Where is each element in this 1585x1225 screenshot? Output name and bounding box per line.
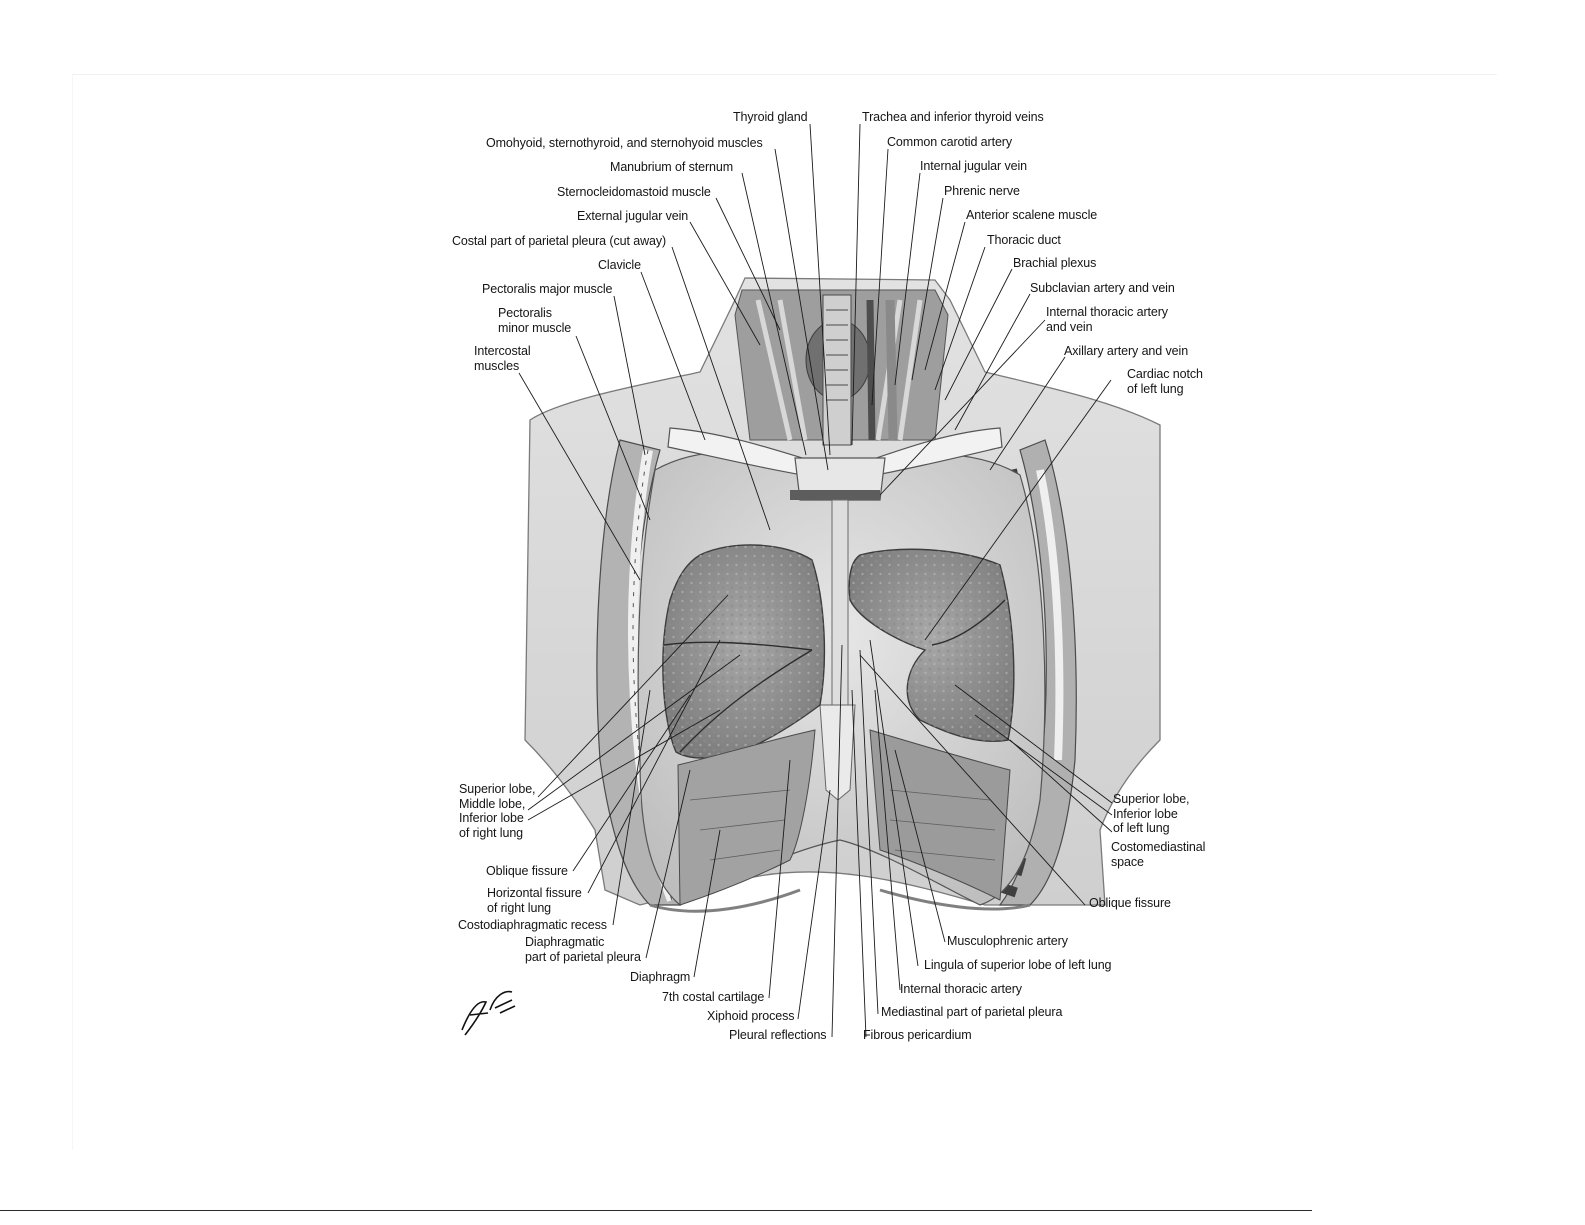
label-lingula: Lingula of superior lobe of left lung <box>924 958 1112 972</box>
label-trachea: Trachea and inferior thyroid veins <box>862 110 1044 124</box>
label-xiphoid: Xiphoid process <box>707 1009 795 1023</box>
label-brachial-plexus: Brachial plexus <box>1013 256 1097 270</box>
label-diaphragmatic-pleura: Diaphragmatic part of parietal pleura <box>525 935 641 964</box>
label-subclavian: Subclavian artery and vein <box>1030 281 1175 295</box>
label-oblique-fissure-left: Oblique fissure <box>1089 896 1171 910</box>
label-omohyoid: Omohyoid, sternothyroid, and sternohyoid muscles <box>486 136 763 150</box>
label-common-carotid: Common carotid artery <box>887 135 1013 149</box>
label-musculophrenic: Musculophrenic artery <box>947 934 1068 948</box>
label-axillary: Axillary artery and vein <box>1064 344 1189 358</box>
label-anterior-scalene: Anterior scalene muscle <box>966 208 1098 222</box>
label-pectoralis-major: Pectoralis major muscle <box>482 282 613 296</box>
label-scm: Sternocleidomastoid muscle <box>557 185 711 199</box>
label-costomediastinal: Costomediastinal space <box>1111 840 1206 869</box>
label-costal-cartilage: 7th costal cartilage <box>662 990 765 1004</box>
label-manubrium: Manubrium of sternum <box>610 160 734 174</box>
label-left-lung-lobes: Superior lobe, Inferior lobe of left lung <box>1113 792 1190 835</box>
signature <box>462 992 515 1035</box>
label-horizontal-fissure: Horizontal fissure of right lung <box>487 886 582 915</box>
label-costal-pleura: Costal part of parietal pleura (cut away) <box>452 234 667 248</box>
label-oblique-fissure-right: Oblique fissure <box>486 864 568 878</box>
label-costodiaphragmatic: Costodiaphragmatic recess <box>458 918 607 932</box>
label-thyroid-gland: Thyroid gland <box>733 110 808 124</box>
label-clavicle: Clavicle <box>598 258 641 272</box>
label-external-jugular: External jugular vein <box>577 209 689 223</box>
label-internal-thoracic-upper: Internal thoracic artery and vein <box>1046 305 1168 334</box>
neck-structures <box>735 290 948 445</box>
label-intercostal: Intercostal muscles <box>474 344 531 373</box>
label-internal-thoracic-lower: Internal thoracic artery <box>900 982 1022 996</box>
label-fibrous-pericardium: Fibrous pericardium <box>863 1028 972 1042</box>
label-cardiac-notch: Cardiac notch of left lung <box>1127 367 1203 396</box>
label-internal-jugular: Internal jugular vein <box>920 159 1027 173</box>
label-mediastinal-pleura: Mediastinal part of parietal pleura <box>881 1005 1063 1019</box>
label-thoracic-duct: Thoracic duct <box>987 233 1061 247</box>
label-right-lung-lobes: Superior lobe, Middle lobe, Inferior lobe of right lung <box>459 782 536 840</box>
label-phrenic: Phrenic nerve <box>944 184 1020 198</box>
label-pectoralis-minor: Pectoralis minor muscle <box>498 306 572 335</box>
label-diaphragm: Diaphragm <box>630 970 691 984</box>
label-pleural-reflections: Pleural reflections <box>729 1028 827 1042</box>
